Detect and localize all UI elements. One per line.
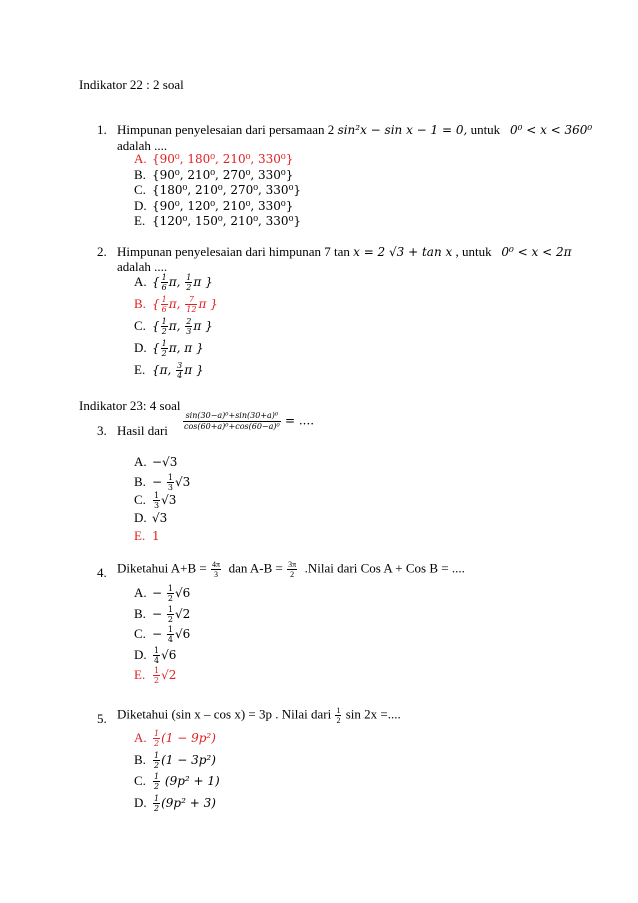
q2-option-b-num: 7 — [188, 295, 194, 304]
q2-option-label: C. — [134, 318, 146, 333]
q4-option-value: − $\frac{1}{4}$ √6 — [152, 625, 191, 644]
q2-option-b-den: 12 — [186, 305, 197, 314]
q4-option-fraction-num: 1 — [154, 645, 160, 655]
q2-option-b-num: 1 — [186, 273, 192, 282]
q4-options — [134, 584, 190, 687]
q4-option-label: E. — [134, 667, 146, 682]
q4-option-label: C. — [134, 626, 146, 641]
q4-option-fraction — [167, 605, 174, 624]
q2-option-a — [161, 273, 168, 292]
q5-option-fraction-num: 1 — [154, 793, 160, 803]
q1-option-label: B. — [134, 166, 146, 182]
q2-option-e — [134, 361, 218, 383]
q2-option-d — [134, 339, 218, 361]
q5-option-label: D. — [134, 794, 147, 810]
q3-denominator: cos(60+a)⁰+cos(60−a)⁰ — [184, 422, 280, 431]
q1-option-label: E. — [134, 213, 146, 228]
q2-option-b — [185, 273, 192, 292]
q3-option-value: − $\frac{1}{3}$ √3 — [152, 472, 191, 492]
q5-option-c — [134, 772, 220, 794]
q3-expression — [182, 411, 314, 432]
q1-option-value: {90⁰, 210⁰, 270⁰, 330⁰} — [152, 167, 294, 182]
q2-option-c — [134, 317, 218, 339]
q2-option-b-num: 3 — [177, 361, 183, 370]
q5-option-fraction — [153, 729, 160, 748]
q5-option-expression: (1 − 9p²) — [161, 731, 216, 745]
q3-option-d — [134, 510, 190, 529]
q4-option-fraction — [167, 625, 174, 644]
q4-option-a — [134, 584, 190, 605]
q2-option-value: { $\frac{1}{2}$ π, $\frac{2}{3}$ π } — [152, 317, 213, 336]
q3-option-radical: −√3 — [152, 455, 178, 469]
q4-option-label: A. — [134, 585, 147, 600]
q4-option-fraction-num: 1 — [154, 666, 160, 675]
q5-option-value — [152, 751, 216, 770]
q3-text: Hasil dari — [117, 423, 168, 438]
q3-tail: = .... — [284, 413, 315, 428]
q4-option-fraction-den: 4 — [167, 635, 173, 644]
q4-option-value: − $\frac{1}{2}$ √6 — [152, 584, 191, 603]
q1-equation: sin²x − sin x − 1 = 0, — [337, 123, 468, 137]
q3-option-radical: √3 — [174, 474, 191, 489]
q4-option-fraction-num: 1 — [167, 604, 173, 614]
q4-option-value — [152, 646, 176, 665]
q1-option-a — [134, 151, 301, 167]
q1-text: Himpunan penyelesaian dari persamaan 2 — [117, 122, 335, 137]
q5-option-label: C. — [134, 773, 146, 788]
q4-fraction-1 — [211, 560, 221, 579]
q5-option-expression: (9p² + 1) — [161, 774, 220, 788]
q2-line2: adalah .... — [117, 259, 168, 274]
q5-fraction — [335, 706, 341, 725]
q5-option-value — [152, 794, 216, 813]
q3-option-radical: √3 — [161, 493, 177, 507]
q3-option-c — [134, 491, 190, 510]
q5-option-fraction — [153, 772, 160, 791]
q2-option-a-den: 6 — [161, 305, 167, 314]
q1-option-value: {120⁰, 150⁰, 210⁰, 330⁰} — [152, 214, 302, 228]
q2-option-b-den: 3 — [186, 327, 192, 336]
q5-text1: Diketahui (sin x – cos x) = 3p . Nilai dari — [117, 706, 332, 722]
q3-option-label: B. — [134, 473, 146, 489]
q2-option-a-num: 1 — [161, 295, 167, 304]
q2-option-label: E. — [134, 362, 146, 377]
q5-option-label: A. — [134, 730, 147, 745]
q1-line2: adalah .... — [117, 138, 168, 153]
q3-option-label: C. — [134, 492, 146, 507]
indicator-22-heading: Indikator 22 : 2 soal — [79, 77, 184, 92]
q5-option-a — [134, 729, 220, 751]
q4-option-fraction — [153, 666, 160, 685]
q3-option-fraction-den: 3 — [154, 501, 160, 510]
q4-option-fraction-num: 1 — [167, 584, 173, 593]
q4-option-fraction — [153, 646, 160, 665]
q2-option-a — [134, 273, 218, 295]
q4-option-radical: √6 — [161, 647, 177, 662]
q4-option-value — [152, 666, 176, 685]
q1-option-b — [134, 167, 301, 183]
q2-option-b — [185, 317, 192, 336]
q2-option-b — [176, 361, 183, 380]
q5-f-num: 1 — [336, 706, 341, 715]
q5-text2: sin 2x =.... — [345, 706, 401, 722]
q5-option-value — [152, 729, 216, 748]
q4-option-radical: √2 — [161, 668, 177, 682]
q4-option-fraction-num: 1 — [167, 625, 173, 634]
q5-option-fraction-num: 1 — [154, 729, 160, 738]
q4-option-b — [134, 605, 190, 626]
q1-option-value: {90⁰, 120⁰, 210⁰, 330⁰} — [152, 198, 294, 213]
q3-option-label: D. — [134, 509, 147, 525]
q4-option-fraction-den: 2 — [167, 614, 173, 624]
q5-option-value — [152, 772, 220, 791]
q1-untuk: untuk — [467, 122, 501, 137]
q5-option-fraction-den: 2 — [154, 739, 160, 748]
q5-option-expression: (1 − 3p²) — [161, 752, 216, 767]
q5-option-expression: (9p² + 3) — [161, 795, 216, 810]
q1-option-c — [134, 182, 301, 198]
q2-option-label: A. — [134, 274, 147, 289]
q4-option-radical: √2 — [174, 606, 191, 621]
q2-equation: x = 2 √3 + tan x — [353, 245, 453, 259]
q4-option-label: D. — [134, 646, 147, 662]
q5-option-b — [134, 751, 220, 773]
q2-option-a: π — [159, 363, 168, 377]
q2-option-b — [134, 295, 218, 317]
q5-option-fraction — [153, 794, 160, 813]
q4-option-fraction-den: 4 — [154, 655, 160, 665]
q4-fraction-2 — [287, 560, 297, 579]
q5-stem — [117, 706, 401, 725]
q3-option-radical: √3 — [152, 510, 168, 525]
q3-option-a — [134, 454, 190, 473]
q4-option-fraction-den: 2 — [167, 594, 173, 603]
q3-option-radical: 1 — [152, 529, 160, 543]
q4-text2: dan A-B = — [228, 560, 283, 576]
q3-option-value — [152, 529, 160, 543]
q3-option-e — [134, 528, 190, 547]
q2-option-label: B. — [134, 296, 146, 311]
q1-range: 0⁰ < x < 360⁰ — [509, 123, 593, 137]
q2-option-value: { $\frac{1}{6}$ π, $\frac{7}{12}$ π } — [152, 295, 218, 314]
q3-numerator: sin(30−a)⁰+sin(30+a)⁰ — [185, 411, 279, 420]
q2-option-a — [161, 295, 168, 314]
q2-option-label: D. — [134, 340, 147, 355]
q3-number: 3. — [97, 423, 107, 438]
q2-option-b — [185, 295, 197, 314]
q4-option-fraction — [167, 584, 174, 603]
q2-option-b-den: 4 — [177, 371, 183, 380]
q5-option-fraction-den: 2 — [154, 782, 160, 791]
q1-option-label: D. — [134, 197, 147, 213]
q3-option-fraction-num: 1 — [154, 491, 160, 500]
q5-number: 5. — [97, 711, 107, 726]
q4-option-radical: √6 — [174, 586, 191, 600]
q2-range: 0⁰ < x < 2π — [501, 245, 572, 259]
q1-option-label: A. — [134, 151, 147, 166]
q2-option-b-den: 2 — [186, 283, 192, 292]
q5-options — [134, 729, 220, 815]
q4-option-e — [134, 666, 190, 687]
q2-option-value: { $\frac{1}{2}$ π, π } — [152, 339, 204, 358]
q3-options — [134, 454, 190, 547]
q3-option-b — [134, 473, 190, 492]
q2-option-value: { $\frac{1}{6}$ π, $\frac{1}{2}$ π } — [152, 273, 213, 292]
q1-option-value: {90⁰, 180⁰, 210⁰, 330⁰} — [152, 152, 294, 166]
q2-option-b-num: 2 — [186, 317, 192, 326]
q2-number: 2. — [97, 244, 107, 259]
q2-option-a-den: 6 — [161, 283, 167, 292]
q5-option-fraction-num: 1 — [154, 750, 160, 760]
q1-option-value: {180⁰, 210⁰, 270⁰, 330⁰} — [152, 183, 302, 197]
q3-option-fraction-num: 1 — [167, 472, 173, 482]
q4-option-fraction-den: 2 — [154, 676, 160, 685]
q5-option-d — [134, 794, 220, 816]
q5-option-fraction-den: 2 — [154, 803, 160, 813]
q4-stem — [117, 560, 465, 579]
q2-option-value: {π, $\frac{3}{4}$ π } — [152, 361, 204, 380]
q4-option-c — [134, 625, 190, 646]
q2-options — [134, 273, 218, 383]
q1-options — [134, 151, 301, 229]
q2-option-a-num: 1 — [161, 273, 167, 282]
q1-option-d — [134, 198, 301, 214]
q3-option-value — [152, 491, 176, 510]
q5-option-fraction-num: 1 — [154, 772, 160, 781]
q1-stem — [117, 122, 592, 138]
q3-option-label: E. — [134, 528, 146, 543]
q4-f1-den: 3 — [211, 569, 221, 579]
q2-option-a-den: 2 — [161, 349, 167, 358]
q3-option-value — [152, 511, 167, 525]
q2-option-a-num: 1 — [161, 339, 167, 348]
q2-untuk: , untuk — [452, 244, 492, 259]
q3-option-fraction-den: 3 — [167, 482, 173, 492]
q4-number: 4. — [97, 565, 107, 580]
q2-stem — [117, 244, 572, 260]
q4-option-radical: √6 — [174, 627, 191, 641]
q5-f-den: 2 — [336, 716, 341, 725]
q2-option-a — [161, 339, 168, 358]
q5-option-label: B. — [134, 751, 146, 767]
q4-text3: .Nilai dari Cos A + Cos B = .... — [304, 560, 465, 576]
q4-f2-num: 3π — [288, 560, 297, 569]
q2-option-a — [161, 317, 168, 336]
q1-option-label: C. — [134, 182, 146, 197]
q4-f1-num: 4π — [212, 560, 221, 569]
indicator-23-heading: Indikator 23: 4 soal — [79, 398, 181, 413]
q5-option-fraction — [153, 751, 160, 770]
q4-text1: Diketahui A+B = — [117, 560, 207, 576]
q4-option-d — [134, 646, 190, 667]
q2-text: Himpunan penyelesaian dari himpunan 7 tan — [117, 244, 350, 259]
q3-option-fraction — [167, 473, 174, 492]
q3-option-fraction — [153, 491, 160, 510]
q2-option-b: π — [184, 341, 193, 355]
q3-option-label: A. — [134, 454, 147, 469]
q2-option-a-num: 1 — [161, 317, 167, 326]
q3-option-value — [152, 455, 177, 469]
q1-option-e — [134, 213, 301, 229]
q3-fraction — [183, 411, 281, 432]
q1-number: 1. — [97, 122, 107, 137]
q2-option-a-den: 2 — [161, 327, 167, 336]
q4-option-value: − $\frac{1}{2}$ √2 — [152, 604, 191, 624]
q5-option-fraction-den: 2 — [154, 760, 160, 770]
q4-option-label: B. — [134, 605, 146, 621]
q4-f2-den: 2 — [287, 569, 297, 579]
